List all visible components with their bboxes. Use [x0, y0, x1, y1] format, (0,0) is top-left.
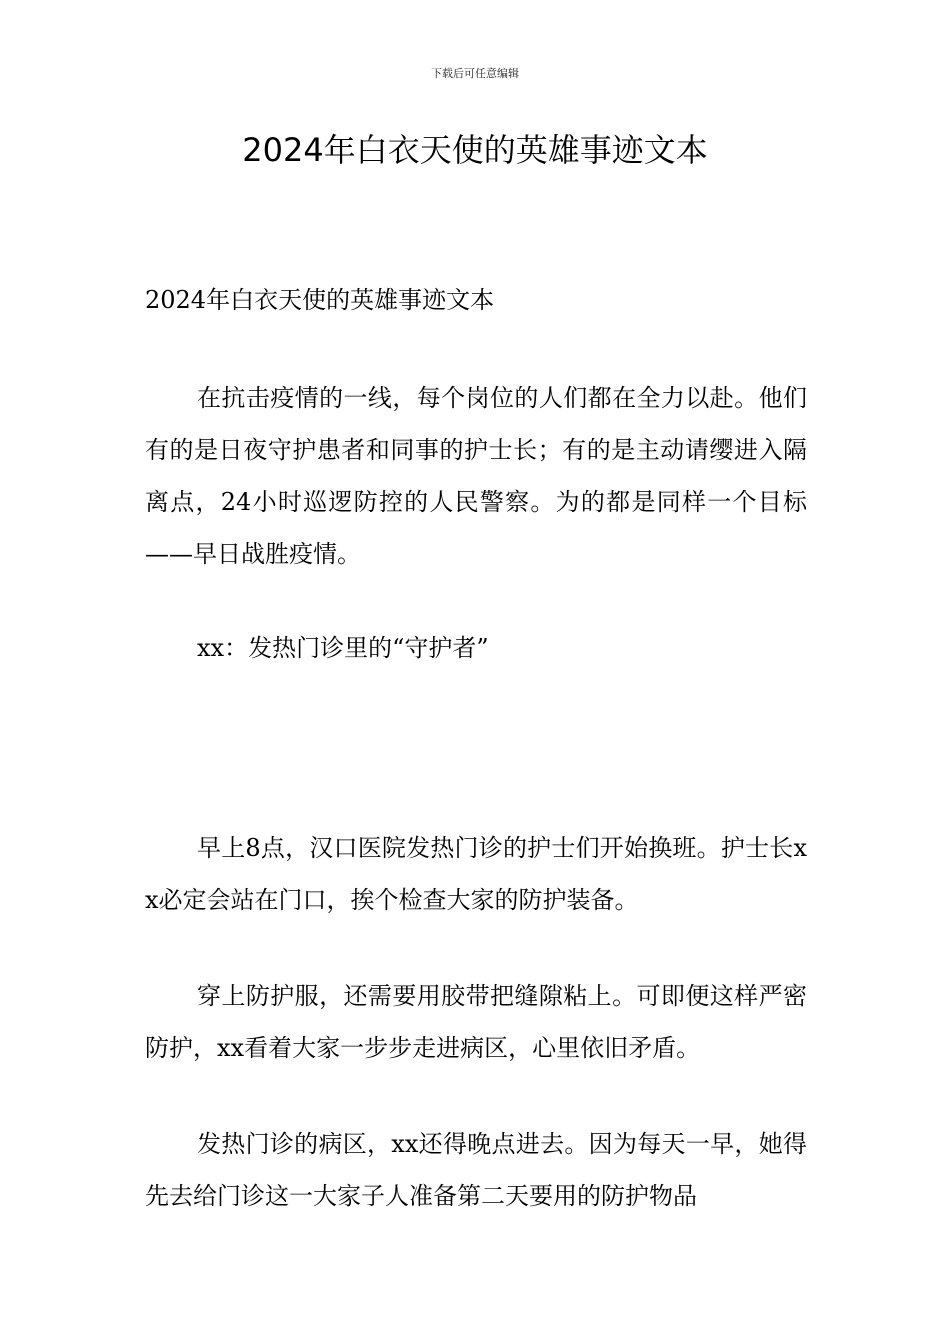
header-note: 下载后可任意编辑 [431, 67, 519, 80]
document-title: 2024年白衣天使的英雄事迹文本 [242, 131, 708, 169]
body-paragraph-intro: 在抗击疫情的一线，每个岗位的人们都在全力以赴。他们有的是日夜守护患者和同事的护士长；有的是主动请缨进入隔离点，24小时巡逻防控的人民警察。为的都是同样一个目标——早日战胜疫情。 [145, 384, 807, 568]
subtitle-paragraph: 2024年白衣天使的英雄事迹文本 [145, 286, 495, 314]
body-paragraph-protection: 穿上防护服，还需要用胶带把缝隙粘上。可即便这样严密防护，xx看着大家一步步走进病区，心里依旧矛盾。 [145, 982, 807, 1062]
body-paragraph-morning: 早上8点，汉口医院发热门诊的护士们开始换班。护士长xx必定会站在门口，挨个检查大家的防护装备。 [145, 834, 807, 914]
body-paragraph-ward: 发热门诊的病区，xx还得晚点进去。因为每天一早，她得先去给门诊这一大家子人准备第二天要用的防护物品 [145, 1130, 807, 1210]
section-heading: xx：发热门诊里的“守护者” [197, 634, 489, 662]
